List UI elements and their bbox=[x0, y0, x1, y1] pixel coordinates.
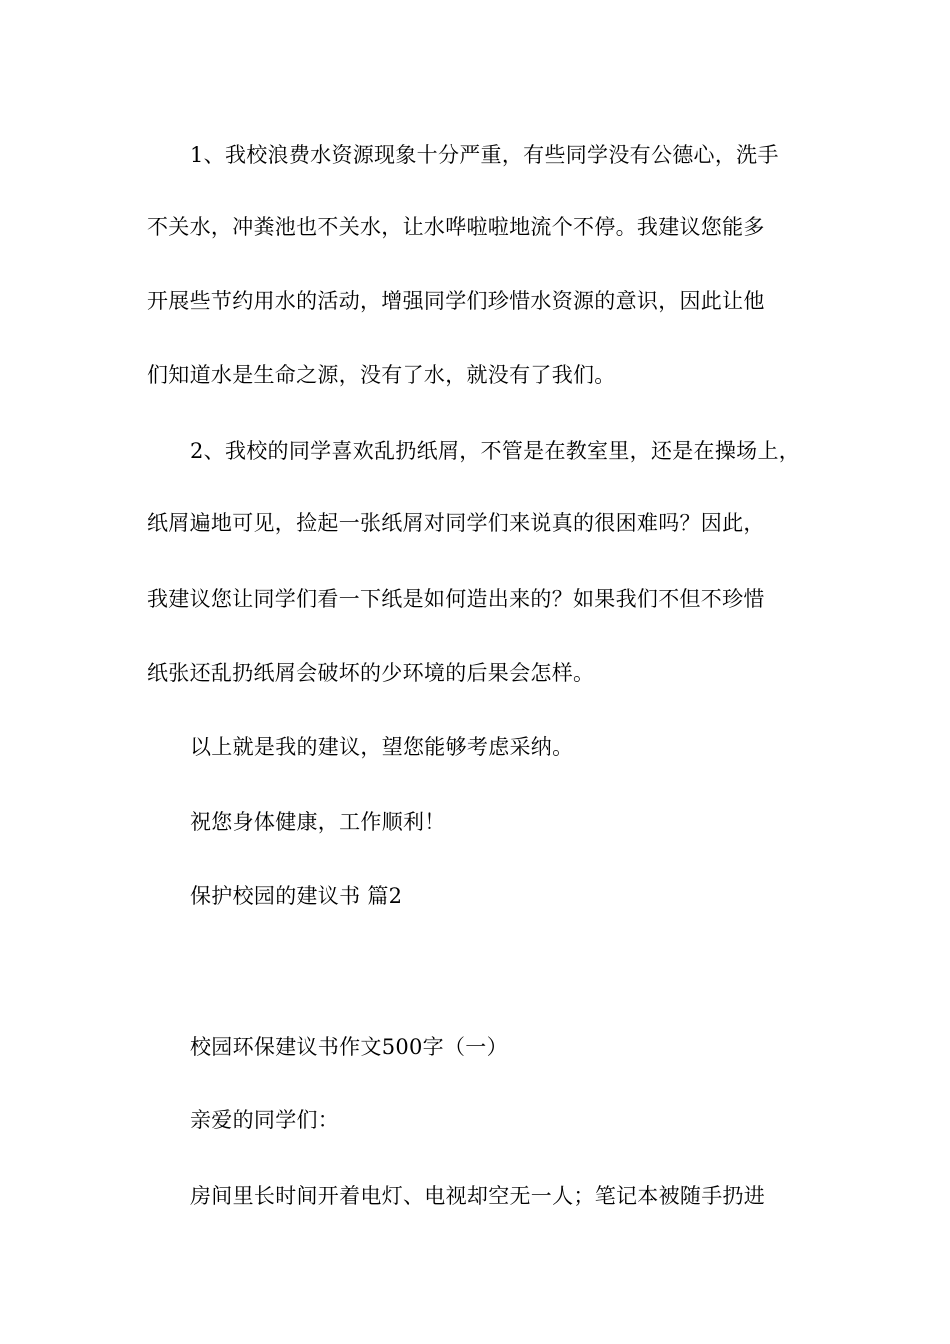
paragraph-1-line-3: 开展些节约用水的活动，增强同学们珍惜水资源的意识，因此让他 bbox=[147, 289, 765, 313]
paragraph-1-line-1: 1、我校浪费水资源现象十分严重，有些同学没有公德心，洗手 bbox=[190, 143, 779, 167]
paragraph-2-line-4: 纸张还乱扔纸屑会破坏的少环境的后果会怎样。 bbox=[147, 661, 595, 685]
closing-wishes: 祝您身体健康，工作顺利！ bbox=[190, 810, 446, 834]
closing-suggestion: 以上就是我的建议，望您能够考虑采纳。 bbox=[190, 735, 574, 759]
paragraph-1-line-2: 不关水，冲粪池也不关水，让水哗啦啦地流个不停。我建议您能多 bbox=[147, 215, 765, 239]
paragraph-1-line-4: 们知道水是生命之源，没有了水，就没有了我们。 bbox=[147, 363, 616, 387]
paragraph-2-line-1: 2、我校的同学喜欢乱扔纸屑，不管是在教室里，还是在操场上， bbox=[190, 439, 801, 463]
paragraph-2-line-3: 我建议您让同学们看一下纸是如何造出来的？如果我们不但不珍惜 bbox=[147, 587, 765, 611]
paragraph-2-line-2: 纸屑遍地可见，捡起一张纸屑对同学们来说真的很困难吗？因此， bbox=[147, 511, 765, 535]
section-heading: 保护校园的建议书 篇2 bbox=[190, 884, 403, 908]
essay-title: 校园环保建议书作文500字（一） bbox=[190, 1035, 508, 1059]
essay-paragraph-1-line-1: 房间里长时间开着电灯、电视却空无一人；笔记本被随手扔进 bbox=[190, 1184, 766, 1208]
salutation: 亲爱的同学们： bbox=[190, 1108, 340, 1132]
